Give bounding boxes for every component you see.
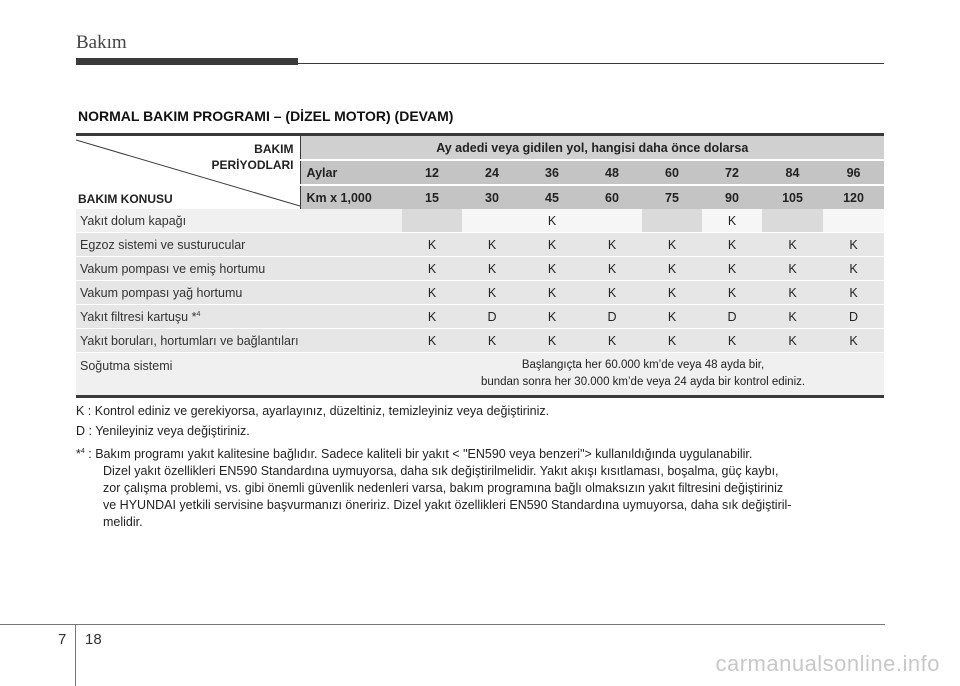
km-cell: 90 [702,185,762,209]
footer-rule [0,624,885,625]
row-value: K [522,329,582,353]
row-value: K [582,329,642,353]
interval-span-header: Ay adedi veya gidilen yol, hangisi daha önce dolarsa [300,135,884,161]
row-value: K [762,233,823,257]
row-value: K [582,257,642,281]
table-row [76,209,884,233]
row-item: Egzoz sistemi ve susturucular [76,233,402,257]
section-title: NORMAL BAKIM PROGRAMI – (DİZEL MOTOR) (DEVAM) [78,108,454,124]
km-cell: 15 [402,185,462,209]
row-value: K [462,257,522,281]
row-value: K [642,257,702,281]
row-value: D [462,305,522,329]
row-value: D [582,305,642,329]
chapter-number: 7 [58,631,67,648]
row-value: K [522,233,582,257]
cooling-system-note: Başlangıçta her 60.000 km’de veya 48 ayda bir, bundan sonra her 30.000 km’de veya 24 ayda bir kontrol ediniz. [402,353,884,397]
watermark: carmanualsonline.info [715,651,940,676]
legend-notes [76,403,886,531]
row-value: K [823,329,884,353]
row-value: K [522,305,582,329]
row-value: K [462,233,522,257]
header-bar [76,58,298,65]
header-rule [298,63,884,64]
row-value: K [522,257,582,281]
maintenance-item-label: BAKIM KONUSU [78,192,173,206]
row-value: K [522,281,582,305]
km-label: Km x 1,000 [300,185,402,209]
note-d: D : Yenileyiniz veya değiştiriniz. [76,424,250,438]
row-value: D [823,305,884,329]
row-value: K [823,233,884,257]
table-row [76,233,884,257]
km-cell: 105 [762,185,823,209]
months-label: Aylar [300,160,402,185]
row-value: K [702,281,762,305]
row-value: K [823,257,884,281]
row-value: K [702,257,762,281]
note-footnote-4: *$^4$ : Bakım programı yakıt kalitesine bağlıdır. Sadece kaliteli bir yakıt < "EN590 veya benzeri"> kullanıldığında uygulanabilir. [76,447,753,462]
table-row [76,257,884,281]
row-item: Yakıt filtresi kartuşu *$^4$ [76,305,402,329]
row-value [402,209,462,233]
row-value [582,209,642,233]
maintenance-periods-label: BAKIM PERİYODLARI [211,142,294,172]
table-row [76,353,884,397]
row-value: K [402,329,462,353]
months-cell: 84 [762,160,823,185]
row-item: Yakıt dolum kapağı [76,209,402,233]
table-row [76,281,884,305]
row-value: K [762,305,823,329]
row-value: K [823,281,884,305]
note-footnote-line: zor çalışma problemi, vs. gibi önemli güvenlik nedenleri varsa, bakım programına bağlı olmaksızın yakıt filtresini değiştiriniz [103,481,784,496]
row-value: K [522,209,582,233]
row-item: Soğutma sistemi [76,353,402,397]
row-value: K [462,329,522,353]
km-cell: 30 [462,185,522,209]
page-header-title: Bakım [76,32,127,53]
row-value: K [402,305,462,329]
row-value: D [702,305,762,329]
months-cell: 48 [582,160,642,185]
row-value: K [762,257,823,281]
row-value: K [642,281,702,305]
note-footnote-line: ve HYUNDAI yetkili servisine başvurmanızı öneririz. Dizel yakıt özellikleri EN590 Standardına uymuyorsa, daha sık değiştiril- [103,498,792,513]
row-value: K [762,329,823,353]
row-value: K [642,233,702,257]
months-cell: 60 [642,160,702,185]
row-value: K [702,233,762,257]
table-row [76,329,884,353]
row-value: K [582,281,642,305]
row-value: K [582,233,642,257]
page-number: 18 [85,631,102,648]
row-value: K [762,281,823,305]
row-item: Vakum pompası yağ hortumu [76,281,402,305]
km-cell: 45 [522,185,582,209]
row-value [462,209,522,233]
row-value: K [462,281,522,305]
footer-divider [75,624,76,686]
row-value [642,209,702,233]
row-value: K [402,281,462,305]
km-cell: 75 [642,185,702,209]
note-k: K : Kontrol ediniz ve gerekiyorsa, ayarlayınız, düzeltiniz, temizleyiniz veya değiştiriniz. [76,404,550,418]
row-value [762,209,823,233]
months-cell: 36 [522,160,582,185]
row-item: Yakıt boruları, hortumları ve bağlantıları [76,329,402,353]
row-value: K [702,209,762,233]
row-value: K [402,257,462,281]
table-corner-header [76,135,300,210]
km-cell: 120 [823,185,884,209]
months-cell: 96 [823,160,884,185]
row-value: K [642,305,702,329]
row-value: K [702,329,762,353]
row-value [823,209,884,233]
row-value: K [642,329,702,353]
months-cell: 72 [702,160,762,185]
row-value: K [402,233,462,257]
row-item: Vakum pompası ve emiş hortumu [76,257,402,281]
months-cell: 12 [402,160,462,185]
km-cell: 60 [582,185,642,209]
footnote-marker: 4 [196,310,201,318]
months-cell: 24 [462,160,522,185]
maintenance-table [76,133,884,398]
table-row [76,305,884,329]
note-footnote-line: melidir. [103,515,143,530]
note-footnote-line: Dizel yakıt özellikleri EN590 Standardına uymuyorsa, daha sık değiştirilmelidir. Yakıt akışı kısıtlaması, boşalma, güç kaybı, [103,464,779,479]
